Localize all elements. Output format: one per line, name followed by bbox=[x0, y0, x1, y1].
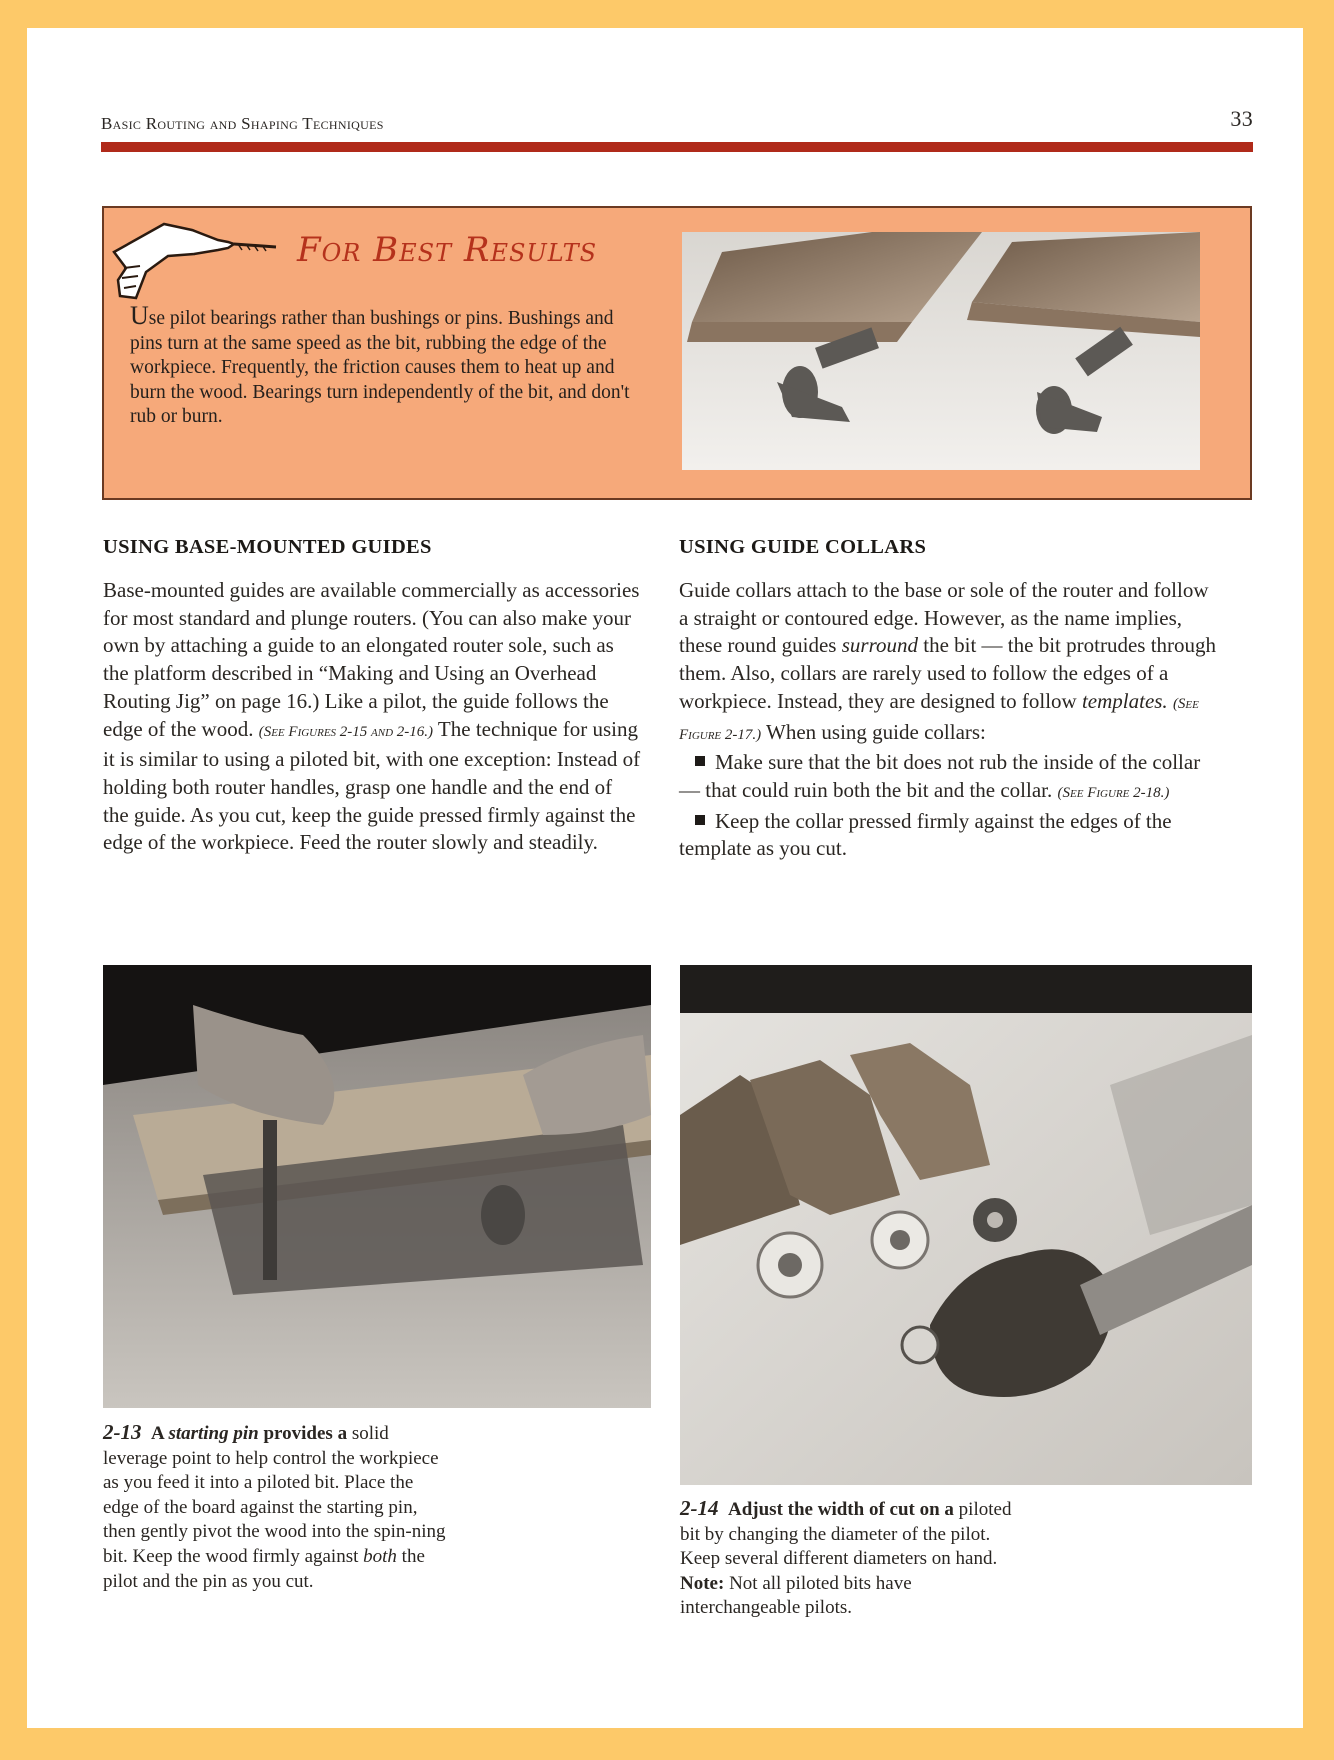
bullet-text: Make sure that the bit does not rub the inside of the collar — that could ruin both the bit and the collar. bbox=[679, 750, 1201, 802]
caption-lead: Adjust the width of cut on a bbox=[728, 1499, 954, 1520]
caption-text-a: solid leverage point to help control the workpiece as you feed it into a piloted bit. Place the edge of the board against the starting pin, then gently pivot the wood into the spin-ning bit. Keep the wood firmly against bbox=[103, 1423, 446, 1567]
caption-text-b: Not all piloted bits have interchangeable pilots. bbox=[680, 1572, 912, 1619]
caption-lead-a: A bbox=[151, 1423, 164, 1444]
left-column bbox=[103, 536, 643, 857]
right-p1-em: surround bbox=[841, 633, 918, 658]
running-head bbox=[101, 106, 1253, 136]
figure-reference: (See Figure 2-18.) bbox=[1057, 784, 1170, 801]
caption-lead-em: starting pin bbox=[168, 1423, 259, 1444]
page-number: 33 bbox=[1230, 106, 1253, 131]
left-p1-text: Base-mounted guides are available commercially as accessories for most standard and plunge routers. (You can also make your own by attaching a guide to an elongated router sole, such as the platform described in “Making and Using an Overhead Routing Jig” on page 16.) Like a pilot, the guide follows the edge of the wood. bbox=[103, 578, 640, 741]
best-results-box bbox=[102, 206, 1252, 500]
book-page bbox=[27, 28, 1303, 1728]
right-column-paragraph bbox=[679, 577, 1217, 749]
right-p1-em2: templates. bbox=[1081, 688, 1168, 713]
right-p1-c: When using guide collars: bbox=[766, 719, 986, 744]
figure-2-14-caption bbox=[680, 1496, 1025, 1621]
guide-collar-list bbox=[679, 749, 1217, 863]
caption-lead bbox=[151, 1423, 347, 1444]
figure-reference: (See Figures 2-15 and 2-16.) bbox=[258, 723, 434, 740]
caption-text-a: piloted bit by changing the diameter of the pilot. Keep several different diameters on hand. bbox=[680, 1499, 1012, 1570]
square-bullet-icon bbox=[695, 756, 705, 766]
best-results-text bbox=[130, 301, 630, 430]
figure-reference: (See Figure 2-17.) bbox=[679, 695, 1199, 743]
bullet-text: Keep the collar pressed firmly against the edges of the template as you cut. bbox=[679, 808, 1172, 861]
figure-number: 2-13 bbox=[103, 1420, 142, 1444]
caption-lead-b: provides a bbox=[263, 1423, 348, 1444]
figure-2-14-photo bbox=[680, 965, 1252, 1485]
right-p1-a: Guide collars attach to the base or sole of the router and follow a straight or contoured edge. However, as the name implies, these round guides bbox=[679, 578, 1209, 658]
running-head-title: Basic Routing and Shaping Techniques bbox=[101, 114, 384, 133]
caption-text-b: the pilot and the pin as you cut. bbox=[103, 1545, 425, 1592]
left-column-heading: USING BASE-MOUNTED GUIDES bbox=[103, 536, 432, 558]
left-column-paragraph bbox=[103, 577, 643, 857]
best-results-heading: For Best Results bbox=[297, 230, 598, 270]
tip-text-body: se pilot bearings rather than bushings or pins. Bushings and pins turn at the same speed as the bit, rubbing the edge of the workpiece. Frequently, the friction causes them to heat up and burn the wood. Bearings turn independently of the bit, and don't rub or burn. bbox=[130, 308, 630, 428]
tip-dropcap: U bbox=[130, 301, 149, 330]
note-label: Note: bbox=[680, 1572, 725, 1594]
figure-number: 2-14 bbox=[680, 1496, 719, 1520]
figure-2-13-caption bbox=[103, 1420, 448, 1594]
header-rule bbox=[101, 142, 1253, 152]
right-column bbox=[679, 536, 1217, 863]
list-item bbox=[679, 808, 1217, 863]
square-bullet-icon bbox=[695, 815, 705, 825]
right-p1-b: the bit — the bit protrudes through them. Also, collars are rarely used to follow the edges of a workpiece. Instead, they are designed to follow bbox=[679, 633, 1217, 713]
router-bits-photo bbox=[682, 232, 1200, 470]
right-column-heading: USING GUIDE COLLARS bbox=[679, 536, 927, 558]
left-p1-end: The technique for using it is similar to using a piloted bit, with one exception: Instead of holding both router handles, grasp one handle and the end of the guide. As you cut, keep the guide pressed firmly against the edge of the workpiece. Feed the router slowly and steadily. bbox=[103, 716, 641, 855]
figure-2-13-photo bbox=[103, 965, 651, 1408]
drill-hand-icon bbox=[106, 210, 296, 310]
caption-text-em: both bbox=[363, 1545, 397, 1567]
list-item bbox=[679, 749, 1217, 807]
